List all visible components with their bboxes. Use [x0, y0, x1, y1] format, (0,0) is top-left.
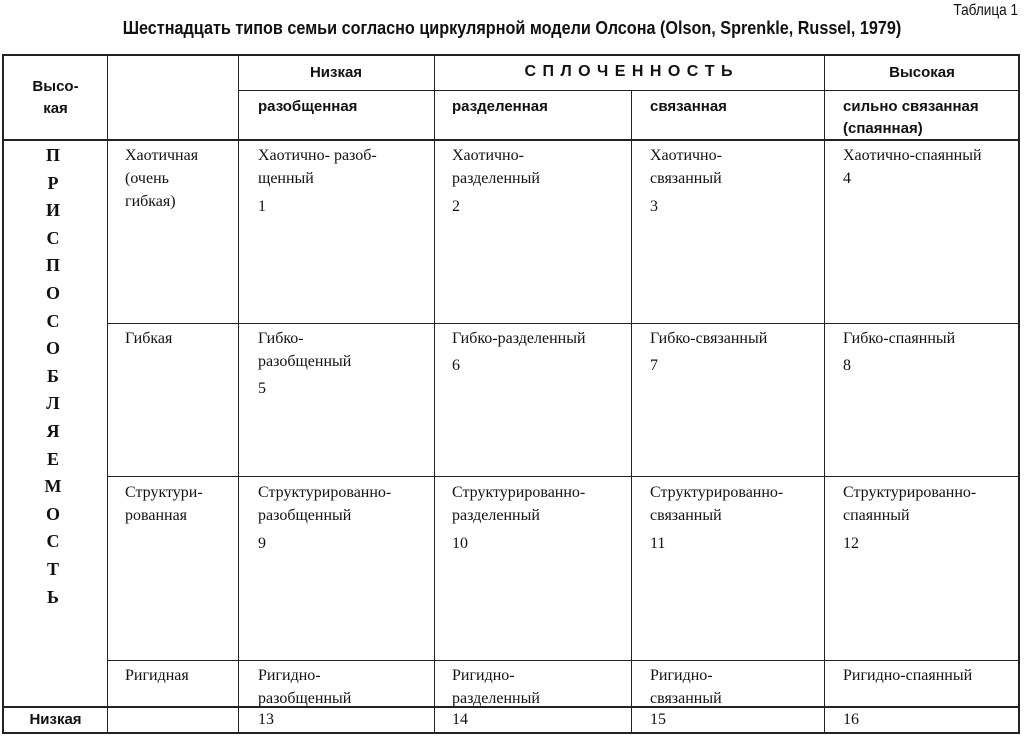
side-letter: Р [47, 172, 59, 193]
side-letter: Я [46, 420, 60, 441]
type-number: 2 [452, 198, 460, 215]
side-letter: О [45, 282, 60, 303]
family-type-cell: Гибко-разделенный 6 [452, 327, 586, 377]
column-header-connected: связанная [650, 98, 727, 115]
family-type-cell: Хаотично- связанный 3 [650, 144, 722, 218]
type-number: 11 [650, 535, 666, 552]
rule [631, 90, 632, 734]
rule [2, 732, 1020, 734]
family-type-cell: Ригидно- связанный [650, 667, 722, 707]
page-title: Шестнадцать типов семьи согласно циркулярной модели Олсона (Olson, Sprenkle, Russel, 1979) [122, 18, 902, 38]
side-letter: П [45, 255, 60, 276]
cohesion-high-label: Высокая [889, 64, 955, 81]
side-letter: С [46, 310, 60, 331]
side-letter: С [46, 227, 60, 248]
type-number: 9 [258, 535, 266, 552]
family-type-cell: Структурированно- связанный 11 [650, 481, 783, 555]
side-letter: М [44, 476, 62, 497]
cohesion-title: С П Л О Ч Е Н Н О С Т Ь [524, 63, 734, 80]
family-type-cell: Хаотично-спаянный 4 [843, 144, 982, 190]
type-number: 7 [650, 357, 658, 374]
family-type-cell: Структурированно- спаянный 12 [843, 481, 976, 555]
family-type-cell: Структурированно- разобщенный 9 [258, 481, 391, 555]
cohesion-low-label: Низкая [309, 64, 363, 81]
rule [238, 54, 239, 734]
column-header-separated: разделенная [452, 98, 548, 115]
side-letter: О [45, 338, 60, 359]
rule [434, 54, 435, 734]
rule [2, 54, 1020, 56]
rule [238, 90, 1020, 91]
family-type-cell: Ригидно-спаянный [843, 667, 973, 684]
type-number: 16 [843, 711, 859, 728]
type-number: 4 [843, 170, 851, 187]
side-letter: Ь [47, 586, 59, 607]
side-letter: И [45, 200, 60, 221]
rule [107, 54, 108, 734]
row-label-flexible: Гибкая [125, 330, 173, 347]
rule [107, 323, 1020, 324]
side-letter: О [45, 503, 60, 524]
type-number: 3 [650, 198, 658, 215]
side-letter: Т [46, 558, 59, 579]
family-type-cell: Гибко- разобщенный 5 [258, 327, 351, 400]
rule [107, 476, 1020, 477]
family-type-cell: Хаотично- разоб- щенный 1 [258, 144, 377, 218]
side-letter: П [45, 145, 60, 165]
type-number: 6 [452, 357, 460, 374]
family-type-cell: Хаотично- разделенный 2 [452, 144, 540, 218]
type-number: 13 [258, 711, 274, 728]
table-label: Таблица 1 [953, 2, 1018, 19]
rule [2, 54, 4, 734]
type-number: 1 [258, 198, 266, 215]
row-label-rigid: Ригидная [125, 667, 189, 684]
family-type-cell: Ригидно- разделенный [452, 667, 540, 707]
type-number: 15 [650, 711, 666, 728]
side-letter: С [46, 531, 60, 552]
type-number: 8 [843, 357, 851, 374]
adaptability-low-label: Низкая [29, 711, 82, 728]
family-type-cell: Гибко-связанный 7 [650, 327, 767, 377]
type-number: 12 [843, 535, 859, 552]
type-number: 10 [452, 535, 468, 552]
family-type-cell: Ригидно- разобщенный [258, 667, 352, 707]
adaptability-high-label: Высо- кая [32, 78, 79, 117]
adaptability-vertical-label [38, 142, 68, 611]
family-type-cell: Гибко-спаянный 8 [843, 327, 955, 377]
rule [1018, 54, 1020, 734]
rule [107, 660, 1020, 661]
rule [824, 54, 825, 734]
family-type-cell: Структурированно- разделенный 10 [452, 481, 585, 555]
side-letter: Е [46, 448, 59, 469]
column-header-disengaged: разобщенная [258, 98, 358, 115]
type-number: 5 [258, 380, 266, 397]
type-number: 14 [452, 711, 468, 728]
column-header-enmeshed: сильно связанная (спаянная) [843, 98, 979, 137]
row-label-structured: Структури- рованная [125, 484, 203, 524]
side-letter: Б [47, 365, 59, 386]
row-label-chaotic: Хаотичная (очень гибкая) [125, 147, 199, 210]
side-letter: Л [46, 393, 60, 414]
